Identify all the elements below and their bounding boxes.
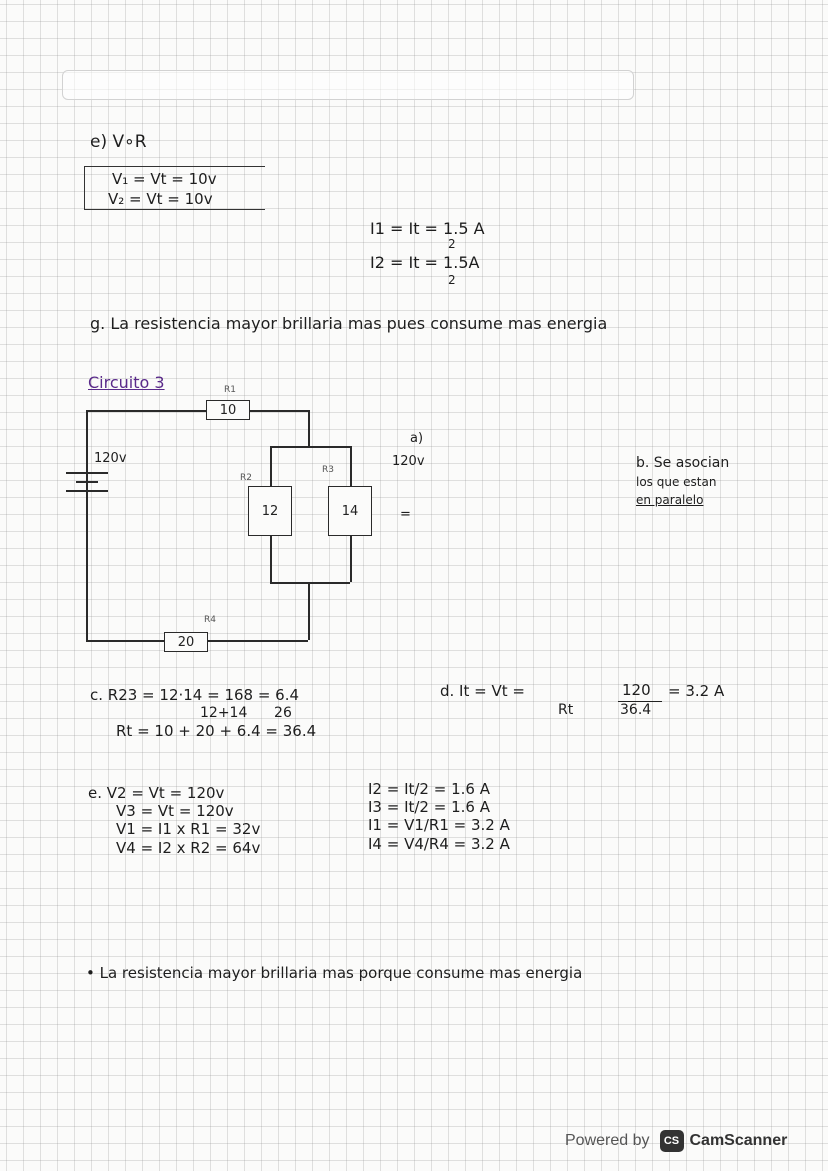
section-c-line-1: c. R23 = 12·14 = 168 = 6.4 bbox=[90, 686, 300, 704]
camscanner-logo-icon: CS bbox=[660, 1130, 684, 1152]
section-g-text: g. La resistencia mayor brillaria mas pues consume mas energia bbox=[90, 314, 608, 333]
powered-by-text: Powered by bbox=[565, 1132, 650, 1149]
camscanner-brand: CamScanner bbox=[689, 1132, 788, 1149]
battery-plate-long bbox=[66, 472, 108, 474]
header-band bbox=[62, 70, 634, 100]
section-e2-left-1: e. V2 = Vt = 120v bbox=[88, 784, 225, 802]
voltage-line-2: V₂ = Vt = 10v bbox=[108, 190, 213, 208]
section-b-line-1: b. Se asocian bbox=[636, 455, 730, 471]
voltage-line-1: V₁ = Vt = 10v bbox=[112, 170, 217, 188]
current-line-2: I2 = It = 1.5A bbox=[370, 253, 480, 272]
r4-resistor: 20 bbox=[164, 632, 208, 652]
section-e2-right-2: I3 = It/2 = 1.6 A bbox=[368, 798, 490, 816]
camscanner-watermark bbox=[565, 1126, 787, 1156]
section-e2-right-1: I2 = It/2 = 1.6 A bbox=[368, 780, 490, 798]
section-d-den-left: Rt bbox=[558, 702, 574, 718]
current-line-1: I1 = It = 1.5 A bbox=[370, 219, 485, 238]
current-denominator-2: 2 bbox=[448, 273, 456, 287]
section-e2-left-2: V3 = Vt = 120v bbox=[116, 802, 234, 820]
r3-label: R3 bbox=[322, 465, 334, 475]
section-b-line-3: en paralelo bbox=[636, 493, 704, 507]
current-denominator-1: 2 bbox=[448, 237, 456, 251]
r2-resistor: 12 bbox=[248, 486, 292, 536]
wire-right-top bbox=[308, 410, 310, 446]
wire-right-bottom bbox=[308, 582, 310, 640]
source-voltage: 120v bbox=[94, 451, 127, 466]
battery-plate-long-2 bbox=[66, 490, 108, 492]
section-e2-right-3: I1 = V1/R1 = 3.2 A bbox=[368, 816, 510, 834]
section-e2-right-4: I4 = V4/R4 = 3.2 A bbox=[368, 835, 510, 853]
section-c-line-2: 12+14 26 bbox=[200, 705, 292, 721]
circuit-title: Circuito 3 bbox=[88, 373, 165, 392]
parallel-bottom bbox=[270, 582, 350, 584]
section-d-denominator: 36.4 bbox=[620, 702, 652, 718]
section-g2-text: • La resistencia mayor brillaria mas porque consume mas energia bbox=[86, 964, 583, 982]
section-d-prefix: d. It = Vt = bbox=[440, 682, 525, 700]
wire-left bbox=[86, 410, 88, 640]
parallel-top bbox=[270, 446, 350, 448]
section-e-heading: e) V∘R bbox=[90, 132, 147, 152]
r1-resistor: 10 bbox=[206, 400, 250, 420]
wire-top bbox=[86, 410, 308, 412]
battery-plate-short bbox=[76, 481, 98, 483]
section-e2-left-4: V4 = I2 x R2 = 64v bbox=[116, 839, 261, 857]
section-a-equals: = bbox=[400, 507, 411, 522]
r4-label: R4 bbox=[204, 615, 216, 625]
section-c-line-3: Rt = 10 + 20 + 6.4 = 36.4 bbox=[116, 722, 317, 740]
section-d-numerator: 120 bbox=[622, 681, 651, 699]
r1-label: R1 bbox=[224, 385, 236, 395]
section-a-value: 120v bbox=[392, 454, 425, 469]
section-a-label: a) bbox=[410, 431, 424, 446]
r2-label: R2 bbox=[240, 473, 252, 483]
section-b-line-2: los que estan bbox=[636, 475, 717, 489]
section-d-result: = 3.2 A bbox=[668, 682, 725, 700]
r3-resistor: 14 bbox=[328, 486, 372, 536]
section-e2-left-3: V1 = I1 x R1 = 32v bbox=[116, 820, 261, 838]
